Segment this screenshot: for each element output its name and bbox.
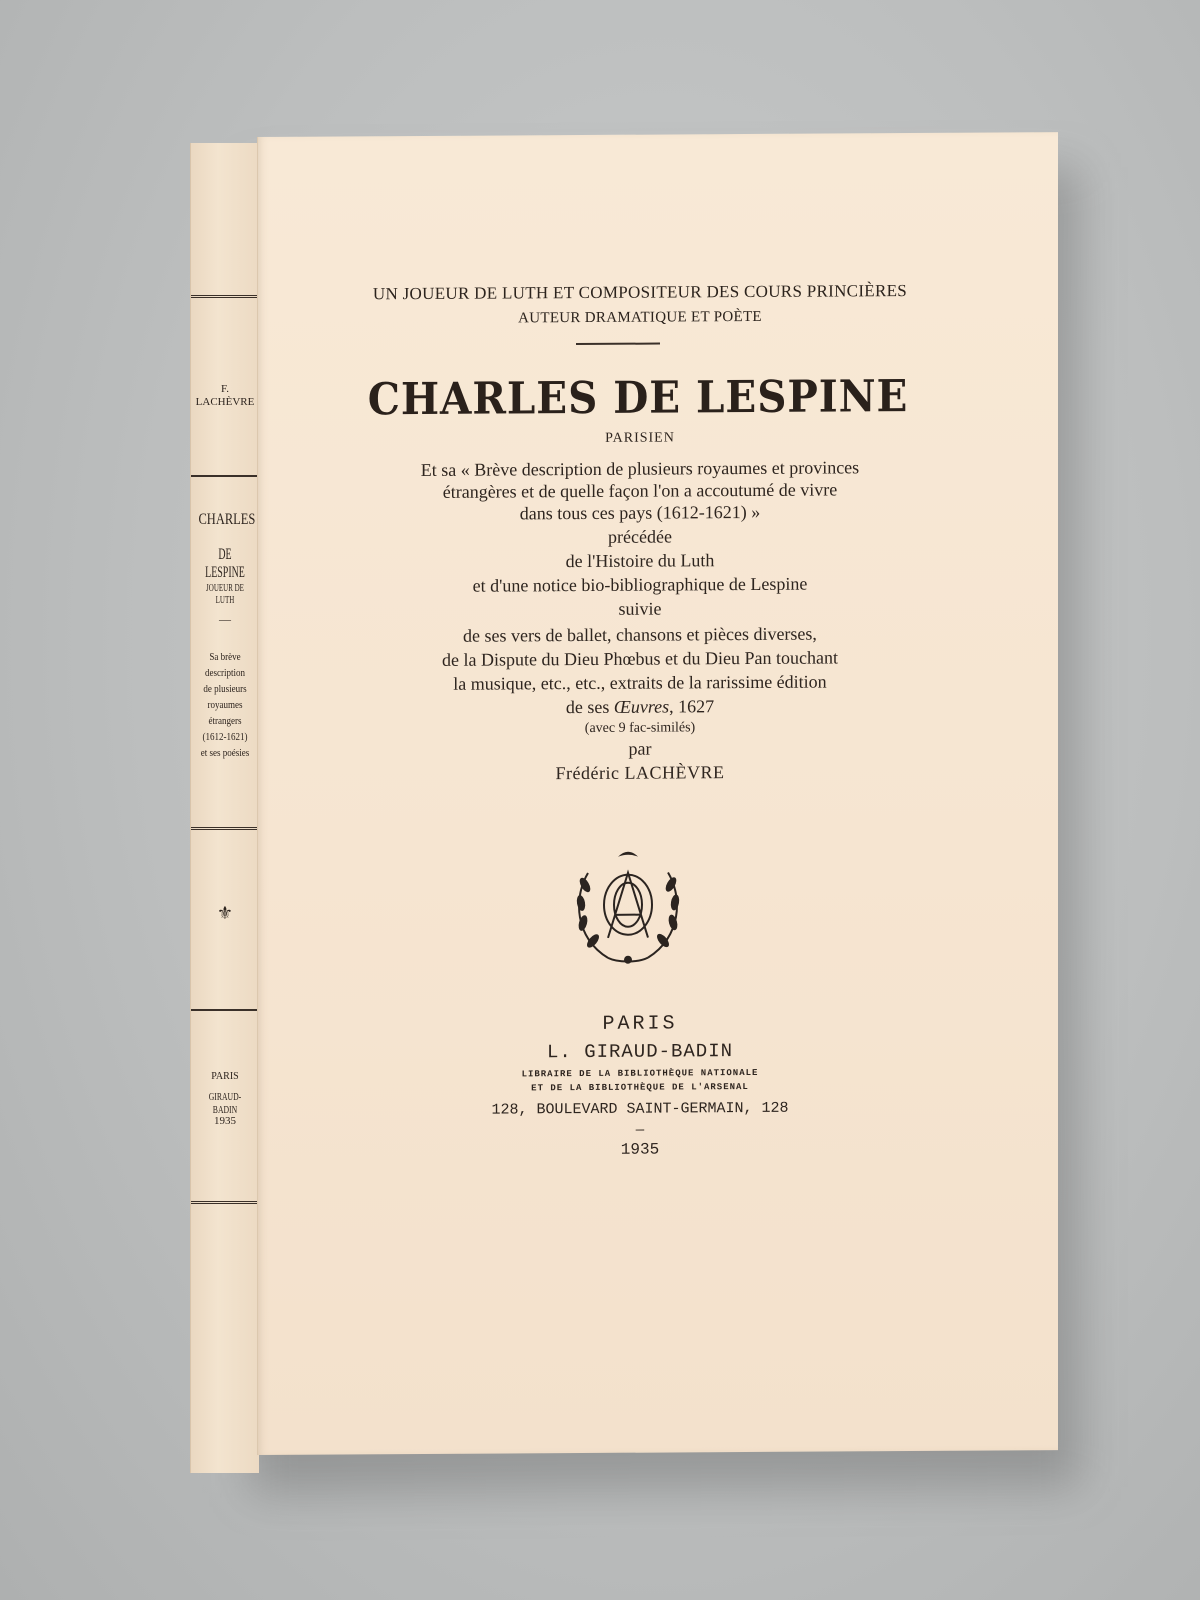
cover-city: PARIS <box>602 1012 678 1036</box>
spine-ornament-icon: ⚜ <box>216 903 234 923</box>
cover-body-line: suivie <box>618 598 662 619</box>
cover-body-line: précédée <box>608 526 672 547</box>
spine-title-line2: DE LESPINE <box>205 546 245 582</box>
cover-head-line1: UN JOUEUR DE LUTH ET COMPOSITEUR DES COURS PRINCIÈRES <box>372 281 908 304</box>
cover-body-line: Et sa « Brève description de plusieurs royaumes et provinces <box>420 457 860 480</box>
spine-city: PARIS <box>211 1071 239 1082</box>
spine-desc-7: et ses poésies <box>200 747 250 759</box>
book-cover <box>257 132 1058 1455</box>
book-spine <box>190 143 259 1473</box>
cover-head-line2: AUTEUR DRAMATIQUE ET POÈTE <box>518 308 762 327</box>
spine-dash: — <box>219 612 231 626</box>
spine-desc-3: de plusieurs <box>203 683 247 695</box>
spine-year: 1935 <box>214 1115 236 1127</box>
cover-publisher-sub2: ET DE LA BIBLIOTHÈQUE DE L'ARSENAL <box>531 1081 749 1094</box>
cover-body-line: de ses vers de ballet, chansons et pièces diverses, <box>463 623 817 646</box>
spine-desc-1: Sa brève <box>209 651 241 663</box>
oeuvres-suffix: , 1627 <box>669 696 715 717</box>
cover-title: CHARLES DE LESPINE <box>367 371 909 426</box>
cover-body-line: de l'Histoire du Luth <box>565 550 715 572</box>
oeuvres-prefix: de ses <box>565 696 614 718</box>
spine-desc-5: étrangers <box>208 715 242 727</box>
spine-publisher: GIRAUD-BADIN <box>208 1091 242 1116</box>
cover-parisien: PARISIEN <box>605 430 675 446</box>
spine-desc-6: (1612-1621) <box>202 731 248 743</box>
cover-dash: — <box>635 1122 645 1139</box>
cover-year: 1935 <box>620 1140 660 1159</box>
spine-desc-2: description <box>204 667 246 679</box>
cover-body-line: dans tous ces pays (1612-1621) » <box>519 501 761 524</box>
spine-subtitle: JOUEUR DE LUTH <box>206 583 244 606</box>
cover-publisher: L. GIRAUD-BADIN <box>546 1040 734 1064</box>
cover-body-line: la musique, etc., etc., extraits de la rarissime édition <box>453 671 827 694</box>
cover-body-line: de la Dispute du Dieu Phœbus et du Dieu Pan touchant <box>442 647 838 670</box>
monogram-wreath-icon <box>563 842 693 973</box>
cover-rule <box>576 343 660 346</box>
cover-oeuvres-line <box>240 694 1040 720</box>
cover-address: 128, BOULEVARD SAINT-GERMAIN, 128 <box>491 1099 789 1119</box>
cover-body-line: et d'une notice bio-bibliographique de Lespine <box>472 573 808 596</box>
cover-author: Frédéric LACHÈVRE <box>555 762 725 784</box>
spine-title-line1: CHARLES <box>198 511 256 528</box>
spine-rule <box>191 1009 259 1011</box>
spine-author: F. LACHÈVRE <box>195 383 255 408</box>
spine-desc-4: royaumes <box>207 699 243 711</box>
cover-facsimiles: (avec 9 fac-similés) <box>584 720 696 736</box>
cover-par: par <box>628 738 652 759</box>
spine-rule <box>191 827 259 833</box>
oeuvres-italic: Œuvres <box>613 696 670 717</box>
spine-rule <box>191 1201 259 1207</box>
cover-body-line: étrangères et de quelle façon l'on a accoutumé de vivre <box>442 479 838 502</box>
cover-publisher-sub1: LIBRAIRE DE LA BIBLIOTHÈQUE NATIONALE <box>521 1067 759 1080</box>
